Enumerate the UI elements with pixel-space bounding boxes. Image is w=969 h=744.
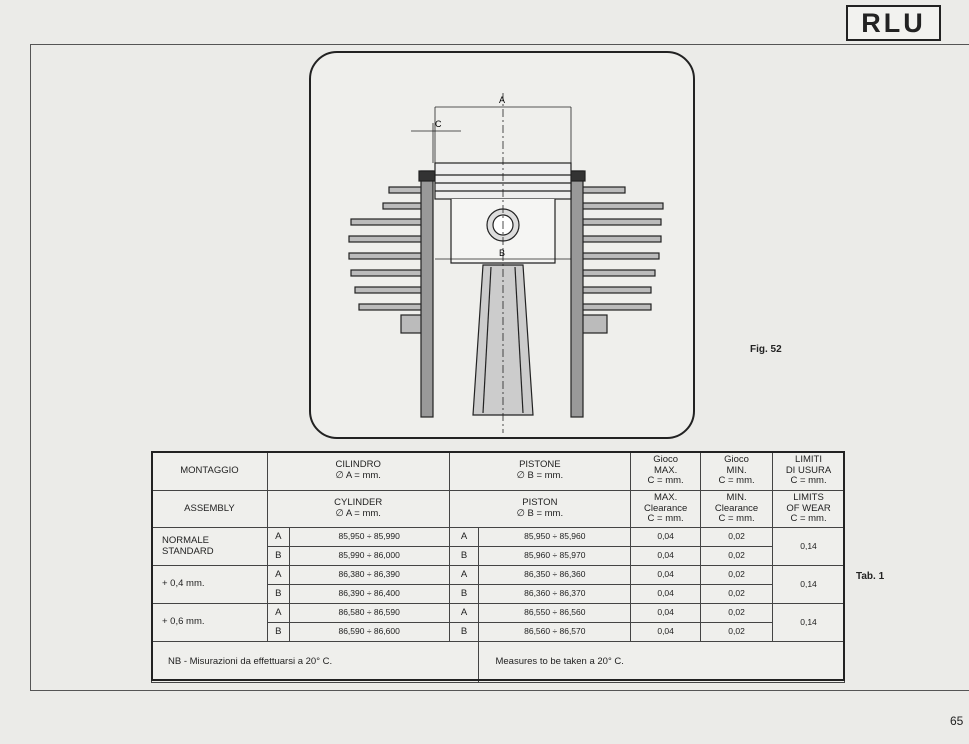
group-label: NORMALE STANDARD (152, 528, 268, 566)
pis-range: 85,950 ÷ 85,960 (479, 528, 631, 547)
pis-class: B (449, 585, 479, 604)
cylinder-piston-drawing (311, 53, 697, 441)
clearance-table (151, 451, 845, 683)
cyl-class: B (267, 547, 289, 566)
cyl-class: A (267, 566, 289, 585)
min-clearance: 0,02 (701, 604, 773, 623)
table-caption: Tab. 1 (856, 571, 885, 582)
pis-class: A (449, 604, 479, 623)
figure-caption: Fig. 52 (750, 344, 782, 355)
cyl-range: 86,580 ÷ 86,590 (289, 604, 449, 623)
cylinder-piston-figure (309, 51, 695, 439)
cyl-range: 85,990 ÷ 86,000 (289, 547, 449, 566)
table-row (152, 528, 845, 547)
table-row (152, 604, 845, 623)
header-max-clearance: MAX. Clearance C = mm. (631, 491, 701, 528)
header-montaggio: MONTAGGIO (152, 452, 268, 491)
pis-class: B (449, 547, 479, 566)
dimension-label-b: B (499, 248, 506, 258)
header-limits: LIMITS OF WEAR C = mm. (773, 491, 845, 528)
pis-range: 86,350 ÷ 86,360 (479, 566, 631, 585)
right-cooling-fins (581, 187, 663, 333)
pis-class: B (449, 623, 479, 642)
min-clearance: 0,02 (701, 528, 773, 547)
group-label: + 0,6 mm. (152, 604, 268, 642)
max-clearance: 0,04 (631, 528, 701, 547)
header-limiti: LIMITI DI USURA C = mm. (773, 452, 845, 491)
max-clearance: 0,04 (631, 547, 701, 566)
cyl-range: 86,590 ÷ 86,600 (289, 623, 449, 642)
dimension-label-a: A (499, 95, 506, 105)
note-row (152, 642, 845, 683)
max-clearance: 0,04 (631, 623, 701, 642)
cyl-class: B (267, 585, 289, 604)
section-badge: RLU (846, 5, 941, 41)
header-row-english (152, 491, 845, 528)
header-piston: PISTON ∅ B = mm. (449, 491, 631, 528)
note-english: Measures to be taken a 20° C. (479, 642, 845, 683)
cyl-class: A (267, 528, 289, 547)
cyl-range: 86,380 ÷ 86,390 (289, 566, 449, 585)
wear-limit: 0,14 (773, 528, 845, 566)
header-row-italian (152, 452, 845, 491)
page-number: 65 (950, 714, 964, 728)
min-clearance: 0,02 (701, 585, 773, 604)
note-italian: NB - Misurazioni da effettuarsi a 20° C. (152, 642, 479, 683)
header-cylinder: CYLINDER ∅ A = mm. (267, 491, 449, 528)
cyl-range: 86,390 ÷ 86,400 (289, 585, 449, 604)
header-gioco-min: Gioco MIN. C = mm. (701, 452, 773, 491)
min-clearance: 0,02 (701, 566, 773, 585)
dimension-label-c: C (435, 119, 442, 129)
cyl-class: B (267, 623, 289, 642)
header-assembly: ASSEMBLY (152, 491, 268, 528)
max-clearance: 0,04 (631, 604, 701, 623)
pis-range: 85,960 ÷ 85,970 (479, 547, 631, 566)
min-clearance: 0,02 (701, 623, 773, 642)
max-clearance: 0,04 (631, 585, 701, 604)
pis-range: 86,360 ÷ 86,370 (479, 585, 631, 604)
table-row (152, 566, 845, 585)
cyl-class: A (267, 604, 289, 623)
left-cooling-fins (349, 187, 429, 333)
pis-range: 86,560 ÷ 86,570 (479, 623, 631, 642)
pis-class: A (449, 528, 479, 547)
wear-limit: 0,14 (773, 604, 845, 642)
min-clearance: 0,02 (701, 547, 773, 566)
pis-range: 86,550 ÷ 86,560 (479, 604, 631, 623)
header-min-clearance: MIN. Clearance C = mm. (701, 491, 773, 528)
cyl-range: 85,950 ÷ 85,990 (289, 528, 449, 547)
max-clearance: 0,04 (631, 566, 701, 585)
wear-limit: 0,14 (773, 566, 845, 604)
group-label: + 0,4 mm. (152, 566, 268, 604)
header-gioco-max: Gioco MAX. C = mm. (631, 452, 701, 491)
pis-class: A (449, 566, 479, 585)
header-cilindro: CILINDRO ∅ A = mm. (267, 452, 449, 491)
header-pistone: PISTONE ∅ B = mm. (449, 452, 631, 491)
